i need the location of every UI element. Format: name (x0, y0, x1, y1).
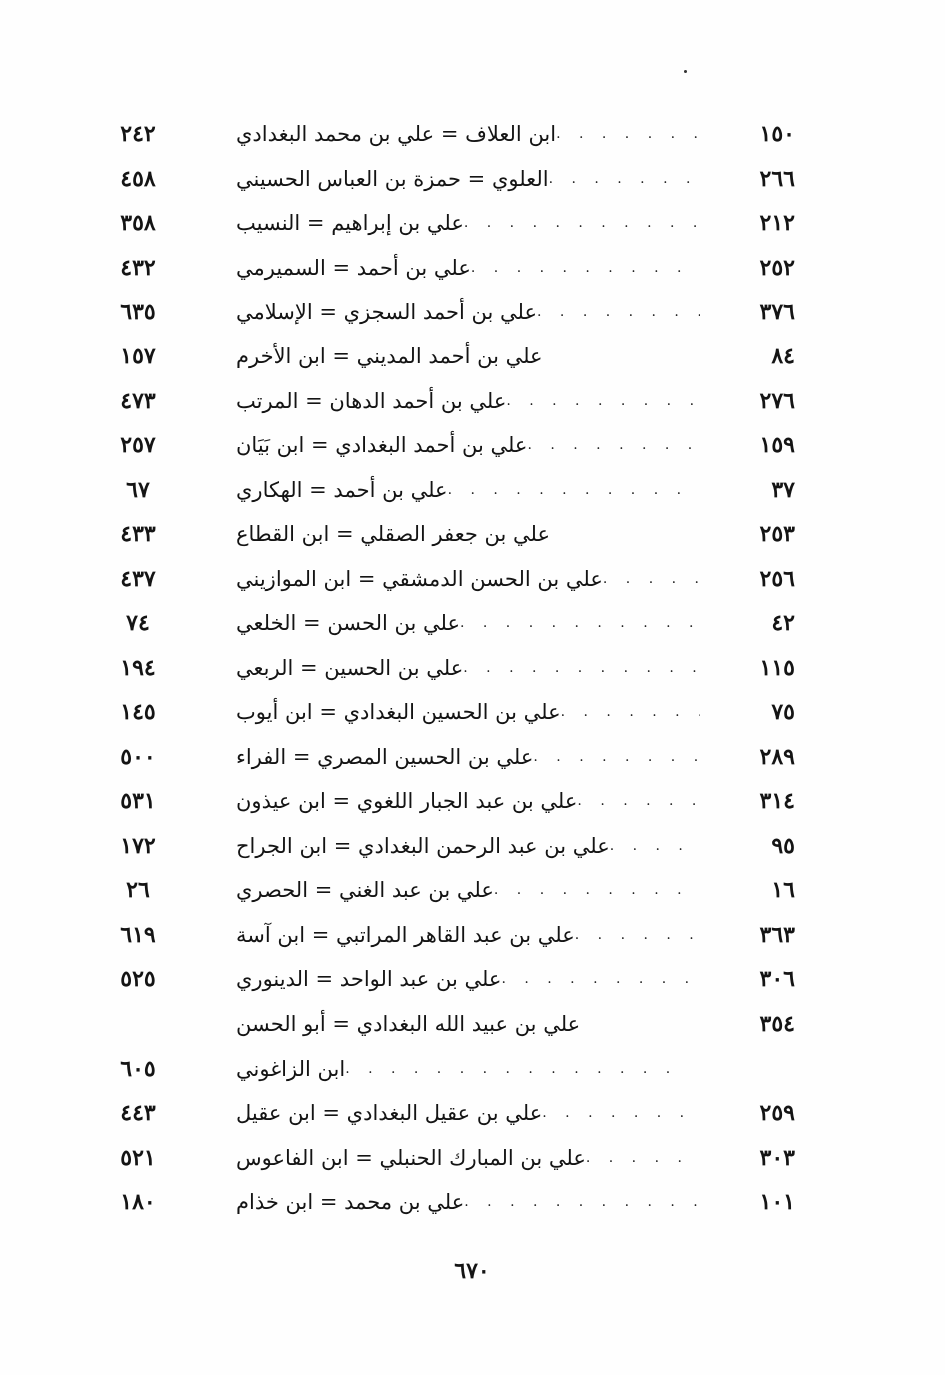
entry-text (230, 868, 700, 912)
entry-text (230, 646, 700, 690)
leader-dots (471, 246, 700, 290)
index-row (0, 690, 945, 734)
leader-dots (463, 646, 700, 690)
leader-dots (464, 1180, 700, 1224)
entry-name: علي بن الحسن الدمشقي = ابن الموازيني (236, 567, 603, 591)
entry-page: ٥٠٠ (120, 744, 156, 770)
entry-text (230, 1047, 690, 1091)
entry-page: ٣٥٨ (120, 210, 156, 236)
entry-number: ١٠١ (759, 1189, 795, 1215)
index-row (0, 913, 945, 957)
index-row (0, 601, 945, 645)
entry-page: ٤٧٣ (120, 388, 156, 414)
entry-text (230, 112, 700, 156)
entry-text (230, 913, 700, 957)
index-row-continuation (0, 1047, 945, 1091)
entry-number: ٣٦٣ (759, 922, 795, 948)
entry-text (230, 512, 700, 556)
entry-text (230, 1002, 700, 1046)
entry-number: ٢٨٩ (759, 744, 795, 770)
entry-number: ٣٥٤ (759, 1011, 795, 1037)
entry-text (230, 1091, 700, 1135)
leader-dots (556, 112, 700, 156)
index-row (0, 868, 945, 912)
leader-dots (448, 468, 700, 512)
entry-page: ٥٢٥ (120, 966, 156, 992)
entry-name: علي بن أحمد السجزي = الإسلامي (236, 300, 538, 324)
leader-dots (549, 157, 700, 201)
entry-name: علي بن أحمد = السميرمي (236, 256, 471, 280)
leader-dots (603, 557, 700, 601)
entry-text (230, 824, 700, 868)
entry-text (230, 201, 700, 245)
entry-name: علي بن محمد = ابن خذام (236, 1190, 465, 1214)
entry-page: ٦٧ (126, 477, 150, 503)
entry-number: ٤٢ (771, 610, 795, 636)
index-row (0, 246, 945, 290)
entry-name: العلوي = حمزة بن العباس الحسيني (236, 167, 549, 191)
entry-text (230, 779, 700, 823)
entry-number: ١٥٠ (759, 121, 795, 147)
entry-name: علي بن عبيد الله البغدادي = أبو الحسن (236, 1012, 581, 1036)
index-row (0, 512, 945, 556)
entry-text (230, 601, 700, 645)
entry-number: ٢٦٦ (759, 166, 795, 192)
index-row (0, 779, 945, 823)
entry-name: علي بن أحمد = الهكاري (236, 478, 448, 502)
entry-number: ٢٥٦ (759, 566, 795, 592)
index-row (0, 379, 945, 423)
entry-name: علي بن أحمد المديني = ابن الأخرم (236, 344, 543, 368)
entry-number: ٢٧٦ (759, 388, 795, 414)
entry-name: علي بن عبد الغني = الحصري (236, 878, 494, 902)
entry-page: ٢٥٧ (120, 432, 156, 458)
leader-dots (506, 379, 700, 423)
entry-text (230, 957, 700, 1001)
entry-number: ٩٥ (771, 833, 795, 859)
leader-dots (586, 1136, 700, 1180)
index-row (0, 334, 945, 378)
index-row (0, 290, 945, 334)
entry-number: ٧٥ (771, 699, 795, 725)
entry-name: علي بن الحسن = الخلعي (236, 611, 460, 635)
index-row (0, 201, 945, 245)
leader-dots (501, 957, 700, 1001)
entry-page: ١٧٢ (120, 833, 156, 859)
entry-number: ١١٥ (759, 655, 795, 681)
entry-name: ابن العلاف = علي بن محمد البغدادي (236, 122, 557, 146)
index-row (0, 824, 945, 868)
index-row (0, 112, 945, 156)
entry-text (230, 690, 700, 734)
leader-dots (527, 423, 700, 467)
index-row (0, 1180, 945, 1224)
entry-page: ٢٤٢ (120, 121, 156, 147)
entry-number: ٢٥٣ (759, 521, 795, 547)
entry-number: ٣٠٣ (759, 1145, 795, 1171)
entry-page: ٥٣١ (120, 788, 156, 814)
leader-dots (537, 290, 700, 334)
leader-dots (610, 824, 700, 868)
leader-dots (464, 201, 700, 245)
entry-text (230, 468, 700, 512)
entry-name: علي بن الحسين البغدادي = ابن أيوب (236, 700, 561, 724)
entry-text (230, 557, 700, 601)
entry-page: ١٥٧ (120, 343, 156, 369)
index-row (0, 646, 945, 690)
entry-page: ١٨٠ (120, 1189, 156, 1215)
page-number: ٦٧٠ (454, 1258, 490, 1284)
entry-name: علي بن الحسين المصري = الفراء (236, 745, 534, 769)
entry-name: علي بن أحمد الدهان = المرتب (236, 389, 507, 413)
entry-text (230, 423, 700, 467)
entry-text (230, 735, 700, 779)
entry-name: علي بن إبراهيم = النسيب (236, 211, 464, 235)
entry-page: ٦١٩ (120, 922, 156, 948)
entry-number: ٣٧ (771, 477, 795, 503)
leader-dots (345, 1047, 690, 1091)
entry-number: ٢١٢ (759, 210, 795, 236)
leader-dots (533, 735, 700, 779)
entry-text (230, 334, 700, 378)
index-row (0, 957, 945, 1001)
index-row (0, 1091, 945, 1135)
entry-name: علي بن المبارك الحنبلي = ابن الفاعوس (236, 1146, 586, 1170)
entry-name: علي بن أحمد البغدادي = ابن بَيَان (236, 433, 528, 457)
entry-name: علي بن عبد الواحد = الدينوري (236, 967, 502, 991)
entry-number: ٣٧٦ (759, 299, 795, 325)
entry-number: ٣١٤ (759, 788, 795, 814)
leader-dots (460, 601, 700, 645)
entry-page: ٤٣٧ (120, 566, 156, 592)
entry-text (230, 379, 700, 423)
index-row (0, 1136, 945, 1180)
entry-page: ١٤٥ (120, 699, 156, 725)
entry-page: ٤٣٣ (120, 521, 156, 547)
entry-number: ١٦ (771, 877, 795, 903)
entry-text (230, 246, 700, 290)
entry-name: علي بن عقيل البغدادي = ابن عقيل (236, 1101, 543, 1125)
leader-dots (494, 868, 700, 912)
entry-text (230, 1136, 700, 1180)
leader-dots (542, 1091, 700, 1135)
index-row (0, 423, 945, 467)
leader-dots (575, 913, 700, 957)
entry-name: علي بن عبد القاهر المراتبي = ابن آسة (236, 923, 575, 947)
leader-dots (561, 690, 700, 734)
index-row (0, 735, 945, 779)
entry-page: ٤٤٣ (120, 1100, 156, 1126)
entry-page: ٢٦ (126, 877, 150, 903)
entry-name: علي بن الحسين = الربعي (236, 656, 464, 680)
stray-mark (684, 70, 687, 73)
entry-number: ٢٥٩ (759, 1100, 795, 1126)
entry-page: ٤٥٨ (120, 166, 156, 192)
entry-number: ٢٥٢ (759, 255, 795, 281)
entry-page: ٥٢١ (120, 1145, 156, 1171)
entry-number: ٣٠٦ (759, 966, 795, 992)
entry-name: علي بن عبد الجبار اللغوي = ابن عيذون (236, 789, 578, 813)
index-row (0, 1002, 945, 1046)
entry-page: ١٩٤ (120, 655, 156, 681)
entry-name: علي بن عبد الرحمن البغدادي = ابن الجراح (236, 834, 610, 858)
entry-text (230, 1180, 700, 1224)
entry-name: علي بن جعفر الصقلي = ابن القطاع (236, 522, 550, 546)
entry-number: ١٥٩ (759, 432, 795, 458)
entry-page: ٦٣٥ (120, 299, 156, 325)
index-row (0, 557, 945, 601)
index-row (0, 468, 945, 512)
leader-dots (577, 779, 700, 823)
index-row (0, 157, 945, 201)
entry-text (230, 290, 700, 334)
entry-page: ٧٤ (126, 610, 150, 636)
entry-name: ابن الزاغوني (236, 1057, 346, 1081)
entry-page: ٦٠٥ (120, 1056, 156, 1082)
entry-text (230, 157, 700, 201)
entry-number: ٨٤ (771, 343, 795, 369)
entry-page: ٤٣٢ (120, 255, 156, 281)
